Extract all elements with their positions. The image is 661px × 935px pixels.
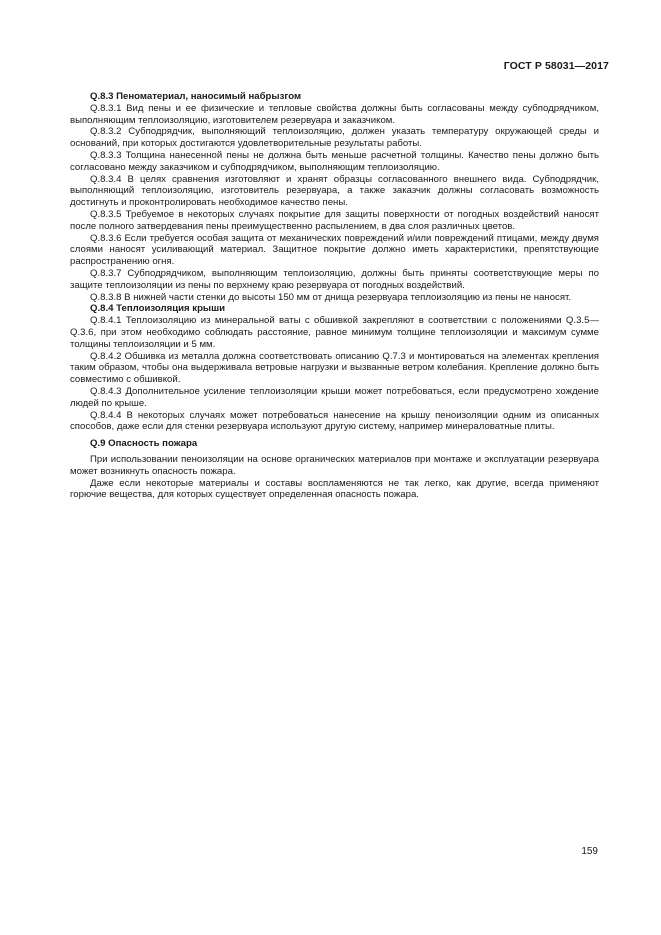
paragraph: Q.8.4.4 В некоторых случаях может потребоваться нанесение на крышу пеноизоляции одним из описанных способов, даже если для стенки резервуара используют другую систему, например минераловатные плиты. [70, 409, 599, 433]
paragraph: Q.8.4.3 Дополнительное усиление теплоизоляции крыши может потребоваться, если предусмотрено хождение людей по крыше. [70, 385, 599, 409]
section-heading: Q.8.4 Теплоизоляция крыши [90, 303, 226, 315]
document-code: ГОСТ Р 58031—2017 [503, 60, 609, 72]
paragraph: Q.8.3.5 Требуемое в некоторых случаях покрытие для защиты поверхности от погодных воздействий наносят после полного затвердевания пены преимущественно распылением, в два слоя различных цветов. [70, 208, 599, 232]
paragraph: Q.8.4.1 Теплоизоляцию из минеральной ваты с обшивкой закрепляют в соответствии с положениями Q.3.5—Q.3.6, при этом необходимо соблюдать расстояние, равное минимум толщине теплоизоляции и максимум сумме толщины теплоизоляции и 5 мм. [70, 315, 599, 350]
paragraph: Q.8.3.6 Если требуется особая защита от механических повреждений и/или повреждений птицами, между двумя слоями наносят усиливающий материал. Защитное покрытие должно иметь характеристики, препятствующие распространению огня. [70, 232, 599, 268]
paragraph: Q.8.3.8 В нижней части стенки до высоты 150 мм от днища резервуара теплоизоляцию из пены не наносят. [90, 291, 572, 303]
section-heading: Q.9 Опасность пожара [90, 438, 198, 450]
paragraph: Даже если некоторые материалы и составы воспламеняются не так легко, как другие, всегда применяют горючие вещества, для которых существует определенная опасность пожара. [70, 477, 599, 501]
document-body [70, 91, 599, 501]
paragraph: При использовании пеноизоляции на основе органических материалов при монтаже и эксплуатации резервуара может возникнуть опасность пожара. [70, 453, 599, 477]
paragraph: Q.8.3.3 Толщина нанесенной пены не должна быть меньше расчетной толщины. Качество пены должно быть согласовано между заказчиком и субподрядчиком, выполняющим теплоизоляцию. [70, 149, 599, 173]
paragraph: Q.8.3.4 В целях сравнения изготовляют и хранят образцы согласованного внешнего вида. Субподрядчик, выполняющий теплоизоляцию, изготовитель резервуара, а также заказчик должны согласовать возможность достигнуть и проконтролировать необходимое качество пены. [70, 173, 599, 209]
section-heading: Q.8.3 Пеноматериал, наносимый набрызгом [90, 91, 302, 102]
paragraph: Q.8.4.2 Обшивка из металла должна соответствовать описанию Q.7.3 и монтироваться на элементах крепления таким образом, чтобы она выдерживала ветровые нагрузки и вызванные ветром колебания. Крепление должно быть совместимо с обшивкой. [70, 350, 599, 386]
paragraph: Q.8.3.7 Субподрядчиком, выполняющим теплоизоляцию, должны быть приняты соответствующие меры по защите теплоизоляции из пены по верхнему краю резервуара от погодных воздействий. [70, 267, 599, 291]
paragraph: Q.8.3.2 Субподрядчик, выполняющий теплоизоляцию, должен указать температуру окружающей среды и оснований, при которых достигаются удовлетворительные результаты работы. [70, 126, 599, 150]
page-number: 159 [581, 846, 598, 857]
paragraph: Q.8.3.1 Вид пены и ее физические и тепловые свойства должны быть согласованы между субподрядчиком, выполняющим теплоизоляцию, изготовителем резервуара и заказчиком. [70, 102, 599, 126]
